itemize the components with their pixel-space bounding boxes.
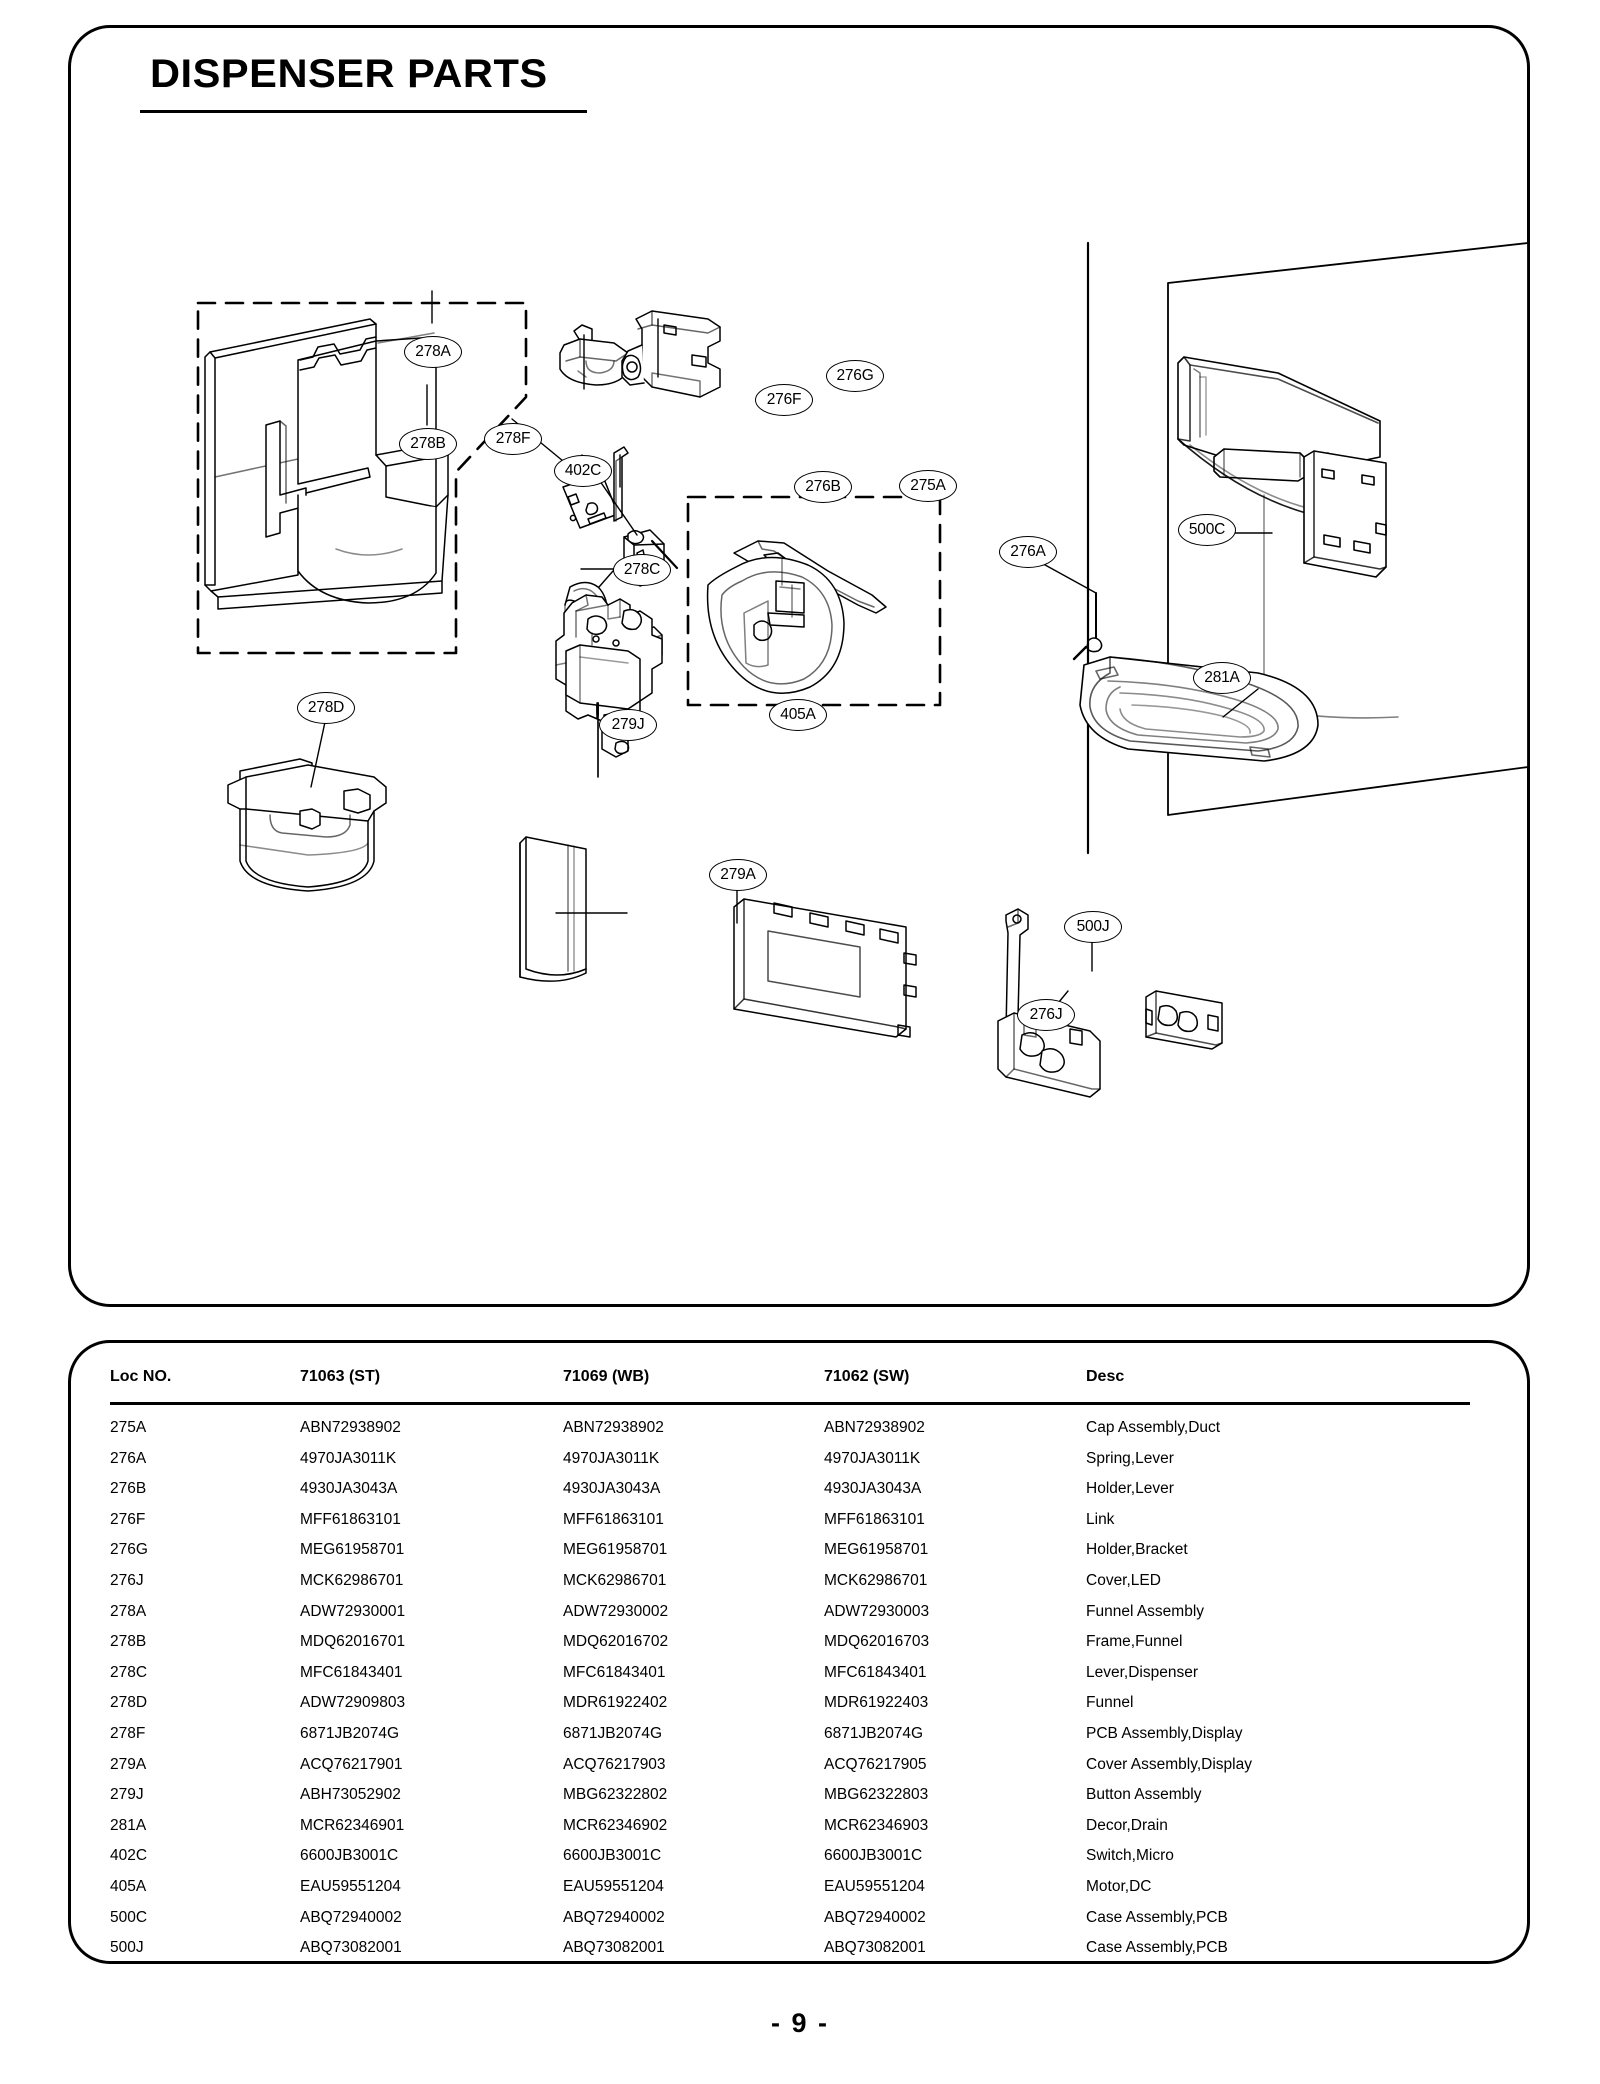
- part-405A-motor-dc: [556, 595, 662, 727]
- cell-st: MFF61863101: [300, 1510, 401, 1528]
- cell-loc: 276A: [110, 1449, 147, 1467]
- cell-sw: MFC61843401: [824, 1663, 927, 1681]
- cell-desc: Link: [1086, 1510, 1115, 1528]
- callout-278B: 278B: [399, 428, 457, 460]
- cell-loc: 278B: [110, 1633, 147, 1651]
- table-row: [110, 1811, 1470, 1842]
- cell-desc: Lever,Dispenser: [1086, 1663, 1199, 1681]
- cell-st: MCR62346901: [300, 1816, 405, 1834]
- column-header-wb: 71069 (WB): [563, 1368, 824, 1404]
- callout-402C: 402C: [554, 455, 612, 487]
- cell-desc: Funnel: [1086, 1694, 1134, 1712]
- cell-wb: ABQ73082001: [563, 1939, 665, 1957]
- cell-desc: Motor,DC: [1086, 1877, 1152, 1895]
- cell-loc: 278C: [110, 1663, 148, 1681]
- cell-wb: 6871JB2074G: [563, 1724, 663, 1742]
- table-row: [110, 1597, 1470, 1628]
- table-row: [110, 1535, 1470, 1566]
- table-row: [110, 1750, 1470, 1781]
- table-header-row: [110, 1368, 1470, 1404]
- cell-sw: 6600JB3001C: [824, 1847, 923, 1865]
- cell-wb: MBG62322802: [563, 1786, 668, 1804]
- cell-desc: Cover,LED: [1086, 1571, 1161, 1589]
- callout-278F: 278F: [484, 423, 542, 455]
- cell-st: ABQ73082001: [300, 1939, 402, 1957]
- parts-table-header: [110, 1368, 1470, 1404]
- cell-loc: 276G: [110, 1541, 148, 1559]
- cell-sw: MDR61922403: [824, 1694, 929, 1712]
- cell-st: 4970JA3011K: [300, 1449, 397, 1467]
- parts-table: [68, 1340, 1530, 1964]
- cell-sw: ABQ72940002: [824, 1908, 926, 1926]
- column-header-loc: Loc NO.: [110, 1368, 300, 1404]
- part-275A-cap-assembly-duct: [708, 541, 886, 693]
- cell-st: ADW72909803: [300, 1694, 406, 1712]
- cell-wb: 4970JA3011K: [563, 1449, 660, 1467]
- cell-st: MFC61843401: [300, 1663, 403, 1681]
- cell-st: ABQ72940002: [300, 1908, 402, 1926]
- table-row: [110, 1474, 1470, 1505]
- cell-sw: 4930JA3043A: [824, 1480, 922, 1498]
- part-278D-funnel: [228, 759, 386, 891]
- cell-st: ADW72930001: [300, 1602, 406, 1620]
- cell-wb: MCK62986701: [563, 1571, 667, 1589]
- cell-wb: EAU59551204: [563, 1877, 664, 1895]
- cell-wb: MFC61843401: [563, 1663, 666, 1681]
- cell-desc: Decor,Drain: [1086, 1816, 1168, 1834]
- part-276B-holder-lever: [614, 447, 628, 521]
- cell-sw: 6871JB2074G: [824, 1724, 924, 1742]
- cell-st: EAU59551204: [300, 1877, 401, 1895]
- cell-loc: 278D: [110, 1694, 148, 1712]
- part-500C-case-assembly-pcb: [1304, 451, 1386, 577]
- column-header-desc: Desc: [1086, 1368, 1470, 1404]
- callout-281A: 281A: [1193, 662, 1251, 694]
- cell-loc: 276J: [110, 1571, 144, 1589]
- callout-278A: 278A: [404, 336, 462, 368]
- cell-sw: MEG61958701: [824, 1541, 929, 1559]
- part-279A-cover-assembly-display: [734, 899, 916, 1037]
- parts-table-body: [110, 1404, 1470, 1964]
- table-row: [110, 1444, 1470, 1475]
- cell-loc: 405A: [110, 1877, 147, 1895]
- cell-wb: MCR62346902: [563, 1816, 668, 1834]
- cell-wb: ADW72930002: [563, 1602, 669, 1620]
- table-row: [110, 1566, 1470, 1597]
- cell-loc: 500J: [110, 1939, 144, 1957]
- cell-st: 6871JB2074G: [300, 1724, 400, 1742]
- cell-sw: EAU59551204: [824, 1877, 925, 1895]
- table-row: [110, 1841, 1470, 1872]
- callout-276G: 276G: [826, 360, 884, 392]
- cell-st: ACQ76217901: [300, 1755, 403, 1773]
- cell-sw: MDQ62016703: [824, 1633, 930, 1651]
- table-row: [110, 1780, 1470, 1811]
- cell-sw: ACQ76217905: [824, 1755, 927, 1773]
- cell-loc: 275A: [110, 1419, 147, 1436]
- cell-loc: 279J: [110, 1786, 144, 1804]
- table-row: [110, 1627, 1470, 1658]
- cell-wb: MFF61863101: [563, 1510, 664, 1528]
- cell-sw: ADW72930003: [824, 1602, 930, 1620]
- cell-desc: Cap Assembly,Duct: [1086, 1419, 1221, 1436]
- cell-loc: 276F: [110, 1510, 146, 1528]
- callout-500J: 500J: [1064, 911, 1122, 943]
- callout-276J: 276J: [1017, 999, 1075, 1031]
- column-header-st: 71063 (ST): [300, 1368, 563, 1404]
- cell-loc: 281A: [110, 1816, 147, 1834]
- cell-sw: MCK62986701: [824, 1571, 928, 1589]
- cell-st: 6600JB3001C: [300, 1847, 399, 1865]
- cell-wb: ABN72938902: [563, 1419, 664, 1436]
- cell-st: MCK62986701: [300, 1571, 404, 1589]
- cell-wb: ABQ72940002: [563, 1908, 665, 1926]
- callout-275A: 275A: [899, 470, 957, 502]
- table-row: [110, 1872, 1470, 1903]
- dispenser-parts-exploded-diagram: [68, 25, 1530, 1307]
- table-row: [110, 1658, 1470, 1689]
- cell-sw: MFF61863101: [824, 1510, 925, 1528]
- cell-st: ABN72938902: [300, 1419, 401, 1436]
- cell-loc: 276B: [110, 1480, 147, 1498]
- cell-sw: ABQ73082001: [824, 1939, 926, 1957]
- callout-276F: 276F: [755, 384, 813, 416]
- cell-desc: Spring,Lever: [1086, 1449, 1174, 1467]
- part-276G-holder-bracket: [622, 311, 720, 397]
- cell-loc: 278F: [110, 1724, 146, 1742]
- cell-desc: PCB Assembly,Display: [1086, 1724, 1243, 1742]
- callout-276A: 276A: [999, 536, 1057, 568]
- parts-table-grid: [110, 1368, 1470, 1964]
- cell-wb: MEG61958701: [563, 1541, 668, 1559]
- cell-desc: Cover Assembly,Display: [1086, 1755, 1252, 1773]
- table-row: [110, 1505, 1470, 1536]
- cell-desc: Case Assembly,PCB: [1086, 1908, 1228, 1926]
- cell-wb: 4930JA3043A: [563, 1480, 661, 1498]
- callout-278C: 278C: [613, 554, 671, 586]
- cell-sw: MCR62346903: [824, 1816, 929, 1834]
- cell-wb: MDR61922402: [563, 1694, 668, 1712]
- callout-405A: 405A: [769, 699, 827, 731]
- cell-loc: 279A: [110, 1755, 147, 1773]
- cell-loc: 500C: [110, 1908, 148, 1926]
- cell-sw: 4970JA3011K: [824, 1449, 921, 1467]
- cell-st: MDQ62016701: [300, 1633, 406, 1651]
- cell-wb: MDQ62016702: [563, 1633, 669, 1651]
- page-number: - 9 -: [770, 2008, 829, 2038]
- part-276F-link: [560, 325, 628, 385]
- callout-500C: 500C: [1178, 514, 1236, 546]
- cell-desc: Funnel Assembly: [1086, 1602, 1205, 1620]
- callout-279A: 279A: [709, 859, 767, 891]
- table-row: [110, 1719, 1470, 1750]
- part-assembly-door-recess: [1080, 243, 1528, 853]
- cell-wb: ACQ76217903: [563, 1755, 666, 1773]
- cell-desc: Switch,Micro: [1086, 1847, 1174, 1865]
- column-header-sw: 71062 (SW): [824, 1368, 1086, 1404]
- cell-st: MEG61958701: [300, 1541, 405, 1559]
- callout-276B: 276B: [794, 471, 852, 503]
- callout-279J: 279J: [599, 709, 657, 741]
- cell-desc: Case Assembly,PCB: [1086, 1939, 1228, 1957]
- table-row: [110, 1903, 1470, 1934]
- table-row: [110, 1404, 1470, 1444]
- cell-st: 4930JA3043A: [300, 1480, 398, 1498]
- cell-st: ABH73052902: [300, 1786, 401, 1804]
- part-279J-button-assembly: [520, 837, 586, 981]
- cell-loc: 402C: [110, 1847, 148, 1865]
- page-title: DISPENSER PARTS: [150, 52, 548, 96]
- cell-wb: 6600JB3001C: [563, 1847, 662, 1865]
- cell-desc: Frame,Funnel: [1086, 1633, 1183, 1651]
- part-500J-case-assembly-pcb: [1146, 991, 1222, 1049]
- cell-loc: 278A: [110, 1602, 147, 1620]
- cell-desc: Holder,Bracket: [1086, 1541, 1188, 1559]
- callout-278D: 278D: [297, 692, 355, 724]
- cell-sw: MBG62322803: [824, 1786, 929, 1804]
- cell-desc: Button Assembly: [1086, 1786, 1202, 1804]
- table-row: [110, 1933, 1470, 1964]
- cell-sw: ABN72938902: [824, 1419, 925, 1436]
- table-row: [110, 1688, 1470, 1719]
- cell-desc: Holder,Lever: [1086, 1480, 1174, 1498]
